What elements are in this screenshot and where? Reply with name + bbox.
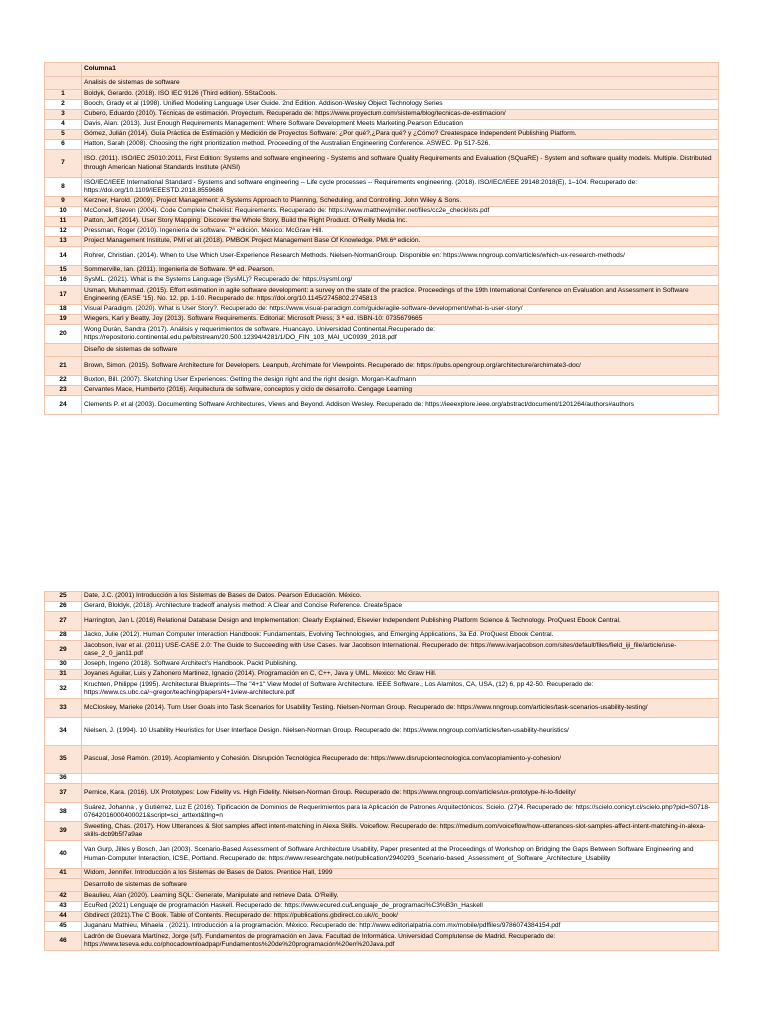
reference-cell[interactable]: Juganaru Mathieu, Mihaela . (2021). Introducción a la programación. México. Recuperado de: http://www.editorialpatria.com.mx/mobile/pdffiles/9786074384154.pdf (82, 922, 719, 932)
row-number-cell (45, 77, 82, 90)
row-number: 39 (45, 822, 82, 841)
reference-cell[interactable]: Sommerville, Ian. (2011). Ingeniería de Software. 9ª ed. Pearson. (82, 266, 719, 276)
table-row (45, 841, 719, 869)
table-row (45, 699, 719, 718)
reference-cell[interactable]: Joyanes Aguilar, Luis y Zahonero Martinez, Ignacio (2014). Programación en C, C++, Java y UML. Mexico: Mc Graw Hill. (82, 670, 719, 680)
table-row (45, 746, 719, 774)
section-title-diseno[interactable]: Diseño de sistemas de software (82, 344, 719, 357)
row-number: 7 (45, 150, 82, 178)
table-row (45, 376, 719, 386)
table-row (45, 247, 719, 266)
reference-cell[interactable]: Patton, Jeff (2014). User Story Mapping: Discover the Whole Story, Build the Right Product. O'Reilly Media Inc. (82, 217, 719, 227)
reference-cell[interactable]: Nielsen, J. (1994). 10 Usability Heuristics for User Interface Design. Nielsen-Norman Group. Recuperado de: https://www.nngroup.com/articles/ten-usability-heuristics/ (82, 718, 719, 746)
reference-cell[interactable]: SysML. (2021). What is the Systems Language (SysML)? Recuperado de: https://sysml.org/ (82, 276, 719, 286)
row-number: 36 (45, 774, 82, 784)
row-number: 32 (45, 680, 82, 699)
row-number: 34 (45, 718, 82, 746)
table-row (45, 670, 719, 680)
row-number: 41 (45, 869, 82, 879)
table-row (45, 869, 719, 879)
reference-cell[interactable]: Wiegers, Karl y Beatty, Joy (2013). Software Requirements. Editorial: Microsoft Press; 3 ª ed. ISBN-10: 0735679665 (82, 315, 719, 325)
row-number: 40 (45, 841, 82, 869)
section-title-desarrollo[interactable]: Desarrollo de sistemas de software (82, 879, 719, 892)
row-number: 14 (45, 247, 82, 266)
reference-cell[interactable]: Gbdirect (2021).The C Book. Table of Contents. Recuperado de: https://publications.gbdirect.co.uk//c_book/ (82, 912, 719, 922)
reference-cell[interactable]: Harrington, Jan L (2016) Relational Database Design and Implementation: Clearly Explained, Elsevier Independent Publishing Platform Science & Technology. ProQuest Ebook Central. (82, 612, 719, 631)
table-row (45, 822, 719, 841)
reference-cell[interactable]: Date, J.C. (2001) Introducción a los Sistemas de Bases de Datos. Pearson Educación. México. (82, 592, 719, 602)
row-number: 5 (45, 130, 82, 140)
table-row (45, 357, 719, 376)
table-row (45, 227, 719, 237)
table-row (45, 237, 719, 247)
row-number: 3 (45, 110, 82, 120)
table-row (45, 266, 719, 276)
table-row (45, 592, 719, 602)
reference-cell[interactable]: Boldyk, Gerardo. (2018). ISO IEC 9126 (Third edition). 5StaCools. (82, 90, 719, 100)
reference-cell[interactable]: Cervantes Mace, Humberto (2016). Arquitectura de software, conceptos y ciclo de desarrollo. Cengage Learning (82, 386, 719, 396)
table-row (45, 602, 719, 612)
section-row (45, 77, 719, 90)
table-row (45, 325, 719, 344)
row-number: 23 (45, 386, 82, 396)
row-number: 44 (45, 912, 82, 922)
table-row (45, 932, 719, 951)
table-row (45, 140, 719, 150)
reference-cell[interactable]: Kerzner, Harold. (2009). Project Management: A Systems Approach to Planning, Scheduling, and Controlling. John Wiley & Sons. (82, 197, 719, 207)
section-row (45, 879, 719, 892)
reference-cell[interactable] (82, 774, 719, 784)
table-row (45, 922, 719, 932)
table-row (45, 286, 719, 305)
reference-cell[interactable]: ISO. (2011). ISO/IEC 25010:2011, First Edition: Systems and software engineering - Systems and software Quality Requirements and Evaluation (SQuaRE) - System and software quality models. Multiple. Distributed through American National Standards Institute (ANSI) (82, 150, 719, 178)
table-row (45, 680, 719, 699)
reference-cell[interactable]: Gómez, Julián (2014). Guía Práctica de Estimación y Medición de Proyectos Software: ¿Por qué?,¿Para qué? y ¿Cómo? Createspace Independent Publishing Platform. (82, 130, 719, 140)
table-row (45, 197, 719, 207)
header-row (45, 63, 719, 77)
table-row (45, 110, 719, 120)
reference-cell[interactable]: Davis, Alan. (2013). Just Enough Requirements Management: Where Software Development Meets Marketing.Pearson Education (82, 120, 719, 130)
table-row (45, 207, 719, 217)
reference-cell[interactable]: Jacobson, Ivar et al. (2011) USE-CASE 2.0: The Guide to Succeeding with Use Cases. Ivar Jacobson International. Recuperado de: https://www.ivarjacobson.com/sites/default/files/field_iji_file/article/use-case_2_0_jan11.pdf (82, 641, 719, 660)
reference-cell[interactable]: Hatton, Sarah (2008). Choosing the right prioritization method. Proceeding of the Australian Engineering Conference. ASWEC. Pp 517-526. (82, 140, 719, 150)
reference-cell[interactable]: EcuRed (2021) Lenguaje de programación Haskell. Recuperado de: https://www.ecured.cu/Lenguaje_de_programaci%C3%B3n_Haskell (82, 902, 719, 912)
row-number: 2 (45, 100, 82, 110)
row-number: 4 (45, 120, 82, 130)
row-number: 8 (45, 178, 82, 197)
reference-cell[interactable]: Usman, Muhammad. (2015). Effort estimation in agile software development: a survey on the state of the practice. Proceedings of the 19th International Conference on Evaluation and Assessment in Software Engineering (EASE '15). No. 12. pp. 1-10. Recuperado de: https://doi.org/10.1145/2745802.2745813 (82, 286, 719, 305)
row-number: 26 (45, 602, 82, 612)
table-row (45, 315, 719, 325)
row-number: 15 (45, 266, 82, 276)
reference-cell[interactable]: Jacko, Julie (2012). Human Computer Interaction Handbook: Fundamentals, Evolving Technologies, and Emerging Applications, 3a Ed. ProQuest Ebook Central. (82, 631, 719, 641)
table-row (45, 902, 719, 912)
table-row (45, 784, 719, 803)
row-number: 38 (45, 803, 82, 822)
reference-cell[interactable]: Beaulieu, Alan (2020). Learning SQL: Generate, Manipulate and retrieve Data. O'Reilly. (82, 892, 719, 902)
table-row (45, 130, 719, 140)
row-number: 10 (45, 207, 82, 217)
table-row (45, 396, 719, 415)
row-number: 37 (45, 784, 82, 803)
table-row (45, 276, 719, 286)
row-number: 22 (45, 376, 82, 386)
table-row (45, 774, 719, 784)
reference-cell[interactable]: Brown, Simon. (2015). Software Architecture for Developers. Leanpub, Archimate for Viewpoints. Recuperado de: https://pubs.opengroup.org/architecture/archimate3-doc/ (82, 357, 719, 376)
row-number: 28 (45, 631, 82, 641)
row-number: 42 (45, 892, 82, 902)
reference-cell[interactable]: Ladrón de Guevara Martínez, Jorge (s/f). Fundamentos de programación en Java. Facultad de Informática. Universidad Complutense de Madrid. Recuperado de: https://www.teseva.edu.co/phocadownloadpap/Fundamentos%20de%20programación%20en%20Java.pdf (82, 932, 719, 951)
row-number: 20 (45, 325, 82, 344)
section-row (45, 344, 719, 357)
row-number: 43 (45, 902, 82, 912)
table-row (45, 660, 719, 670)
row-number: 11 (45, 217, 82, 227)
row-number: 27 (45, 612, 82, 631)
reference-cell[interactable]: McConell, Steven (2004). Code Complete Cheklist: Requirements. Recuperado de: https://www.matthewjmiller.net/files/cc2e_checklists.pdf (82, 207, 719, 217)
table-row (45, 90, 719, 100)
table-row (45, 641, 719, 660)
row-number: 30 (45, 660, 82, 670)
table-row (45, 150, 719, 178)
table-row (45, 631, 719, 641)
table-row (45, 612, 719, 631)
row-number: 19 (45, 315, 82, 325)
row-number: 1 (45, 90, 82, 100)
table-row (45, 386, 719, 396)
row-number: 33 (45, 699, 82, 718)
row-number: 46 (45, 932, 82, 951)
table-row (45, 100, 719, 110)
row-number: 18 (45, 305, 82, 315)
reference-cell[interactable]: Clements P. et al (2003). Documenting Software Architectures, Views and Beyond. Addison Wesley. Recuperado de: https://ieeexplore.ieee.org/abstract/document/1201264/authors#authors (82, 396, 719, 415)
table-row (45, 912, 719, 922)
reference-cell[interactable]: Project Management Institute, PMI et alt (2018). PMBOK Project Management Base Of Knowledge. PMI.6ª edición. (82, 237, 719, 247)
table-row (45, 718, 719, 746)
reference-cell[interactable]: Wong Durán, Sandra (2017). Análisis y requerimientos de software. Huancayo. Universidad Continental.Recuperado de: https://repositorio.continental.edu.pe/bitstream/20.500.12394/4281/1/DO_FIN_103_MAI_UC0939_2018.pdf (82, 325, 719, 344)
row-number: 21 (45, 357, 82, 376)
section-title-analisis[interactable]: Analisis de sistemas de software (82, 77, 719, 90)
table-row (45, 803, 719, 822)
row-number-cell (45, 344, 82, 357)
table-row (45, 892, 719, 902)
row-number-cell (45, 63, 82, 77)
row-number: 35 (45, 746, 82, 774)
reference-cell[interactable]: Joseph, Ingeno (2018). Software Architect's Handbook. Packt Publishing. (82, 660, 719, 670)
reference-cell[interactable]: Widom, Jennifer. Introducción a los Sistemas de Bases de Datos. Prentice Hall, 1999 (82, 869, 719, 879)
reference-cell[interactable]: ISO/IEC/IEEE International Standard - Systems and software engineering -- Life cycle processes -- Requirements engineering. (2018). ISO/IEC/IEEE 29148:2018(E), 1–104. Recuperado de: https://doi.org/10.1109/IEEESTD.2018.8559686 (82, 178, 719, 197)
reference-cell[interactable]: McCloskey, Marieke (2014). Turn User Goals into Task Scenarios for Usability Testing. Nielsen-Norman Group. Recuperado de: https://www.nngroup.com/articles/task-scenarios-usability-testing/ (82, 699, 719, 718)
reference-cell[interactable]: Visual Paradigm. (2020). What is User Story?. Recuperado de: https://www.visual-paradigm.com/guide/agile-software-development/what-is-user-story/ (82, 305, 719, 315)
row-number: 29 (45, 641, 82, 660)
row-number: 25 (45, 592, 82, 602)
column-header[interactable]: Columna1 (82, 63, 719, 77)
row-number: 12 (45, 227, 82, 237)
row-number: 17 (45, 286, 82, 305)
table-row (45, 178, 719, 197)
reference-cell[interactable]: Buxton, Bill. (2007). Sketching User Experiences: Getting the design right and the right design. Morgan-Kaufmann (82, 376, 719, 386)
reference-cell[interactable]: Van Gurp, Jilles y Bosch, Jan (2003). Scenario-Based Assessment of Software Architecture Usability, Paper presented at the Proceedings of Workshop on Bridging the Gaps Between Software Engineering and Human-Computer Interaction, ICSE, Portland. Recuperado de: https://www.researchgate.net/publication/2940293_Scenario-based_Assessment_of_Software_Architecture_Usability (82, 841, 719, 869)
row-number-cell (45, 879, 82, 892)
row-number: 6 (45, 140, 82, 150)
row-number: 45 (45, 922, 82, 932)
table-row (45, 217, 719, 227)
bibliography-table-page-2 (44, 591, 719, 951)
reference-cell[interactable]: Suárez, Johanna , y Gutiérrez, Luz E (2016). Tipificación de Dominios de Requerimientos para la Aplicación de Patrones Arquitectónicos. Scielo. (27)4. Recuperado de: https://scielo.conicyt.cl/scielo.php?pid=S0718-07642016000400021&script=sci_arttext&tlng=n (82, 803, 719, 822)
reference-cell[interactable]: Booch, Grady et al (1998). Unified Modeling Language User Guide. 2nd Edition. Addison-Wesley Object Technology Series (82, 100, 719, 110)
row-number: 16 (45, 276, 82, 286)
row-number: 13 (45, 237, 82, 247)
reference-cell[interactable]: Gerard, Bloldyk, (2018). Architecture tradeoff analysis method: A Clear and Concise Reference. CreateSpace (82, 602, 719, 612)
reference-cell[interactable]: Kruchten, Philippe (1995). Architectural Blueprints—The "4+1" View Model of Software Architecture. IEEE Software., Los Alamitos, CA, USA, (12) 6, pp 42-50. Recuperado de: https://www.cs.ubc.ca/~gregor/teaching/papers/4+1view-architecture.pdf (82, 680, 719, 699)
row-number: 31 (45, 670, 82, 680)
reference-cell[interactable]: Pernice, Kara. (2016). UX Prototypes: Low Fidelity vs. High Fidelity. Nielsen-Norman Group. Recuperado de: https://www.nngroup.com/articles/ux-prototype-hi-lo-fidelity/ (82, 784, 719, 803)
row-number: 9 (45, 197, 82, 207)
reference-cell[interactable]: Cubero, Eduardo (2010). Técnicas de estimación. Proyectum. Recuperado de: https://www.proyectum.com/sistema/blog/tecnicas-de-estimacion/ (82, 110, 719, 120)
reference-cell[interactable]: Rohrer, Christian. (2014). When to Use Which User-Experience Research Methods. Nielsen-NormanGroup. Disponible en: https://www.nngroup.com/articles/which-ux-research-methods/ (82, 247, 719, 266)
bibliography-table-page-1 (44, 62, 719, 415)
table-row (45, 305, 719, 315)
reference-cell[interactable]: Sweeting, Chas. (2017). How Utterances & Slot samples affect intent-matching in Alexa Skills. Voiceflow. Recuperado de: https://medium.com/voiceflow/how-utterances-slot-samples-affect-intent-matching-in-alexa-skills-dcb9b5f7a9ae (82, 822, 719, 841)
row-number: 24 (45, 396, 82, 415)
reference-cell[interactable]: Pressman, Roger (2010). Ingeniería de software. 7ª edición. México: McGraw Hill. (82, 227, 719, 237)
reference-cell[interactable]: Pascual, José Ramón. (2019). Acoplamiento y Cohesión. Disrupción Tecnológica Recuperado de: https://www.disrupciontecnologica.com/acoplamiento-y-cohesion/ (82, 746, 719, 774)
table-row (45, 120, 719, 130)
